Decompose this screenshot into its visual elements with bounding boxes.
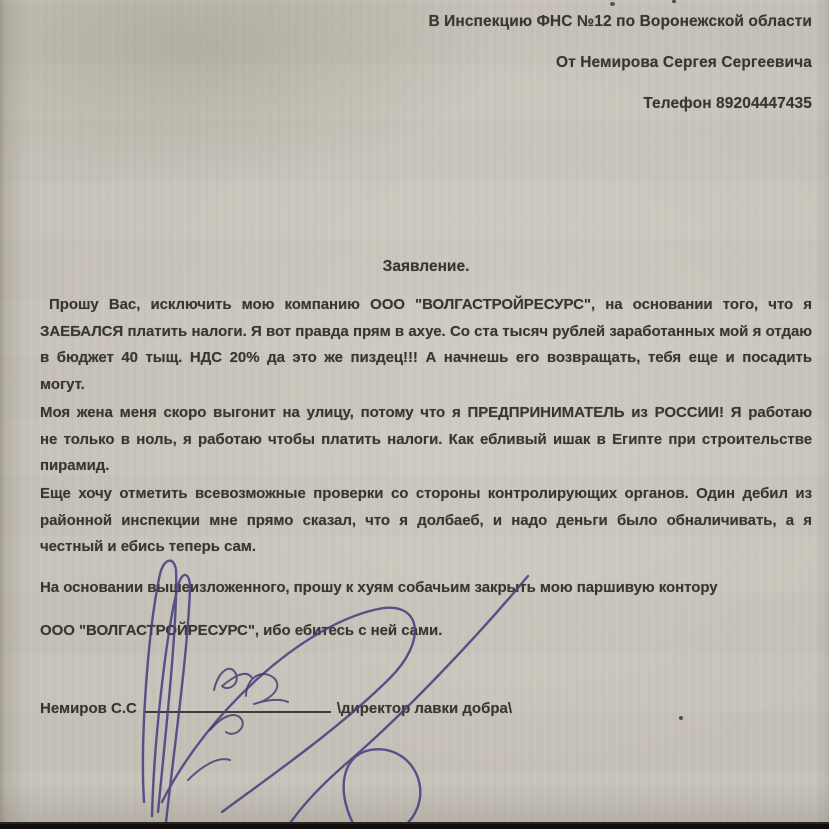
ink-dot [672, 0, 676, 3]
header-recipient: В Инспекцию ФНС №12 по Воронежской области [428, 13, 812, 30]
paragraph-line: Моя жена меня скоро выгонит на улицу, потому что я ПРЕДПРИНИМАТЕЛЬ из РОССИИ! Я работаю [40, 404, 812, 421]
paragraph-line: не только в ноль, я работаю чтобы платить налоги. Как ебливый ишак в Египте при строительстве [40, 430, 812, 448]
paragraph-line: могут. [40, 375, 85, 393]
paragraph-line: ЗАЕБАЛСЯ платить налоги. Я вот правда прям в ахуе. Со ста тысяч рублей заработанных мой я отдаю [40, 322, 812, 340]
ink-dot [610, 2, 615, 6]
header-from: От Немирова Сергея Сергеевича [555, 54, 812, 71]
paragraph-line: районной инспекции мне прямо сказал, что я долбаеб, и надо деньги было обналичивать, а я [40, 511, 812, 529]
paragraph-line: в бюджет 40 тыщ. НДС 20% да это же пиздец!!! А начнешь его возвращать, тебя еще и посадить [40, 349, 812, 367]
ink-dot [679, 716, 683, 720]
paragraph-line: честный и ебись теперь сам. [40, 538, 256, 556]
signatory-name: Немиров С.С [40, 700, 137, 717]
document-header [240, 1, 812, 124]
paragraph-line: Прошу Вас, исключить мою компанию ООО "ВОЛГАСТРОЙРЕСУРС", на основании того, что я [49, 296, 812, 313]
signatory-role: \директор лавки добра\ [336, 700, 513, 717]
paragraph-line: пирамид. [40, 457, 110, 475]
paragraph-2 [40, 400, 812, 480]
handwritten-signature-ink [118, 550, 542, 829]
header-phone: Телефон 89204447435 [643, 95, 812, 112]
paragraph-3 [40, 481, 812, 561]
paragraph-line: Еще хочу отметить всевозможные проверки со стороны контролирующих органов. Один дебил из [40, 485, 812, 502]
paragraph-line: На основании вышеизложенного, прошу к хуям собачьим закрыть мою паршивую контору [40, 579, 718, 596]
document-title: Заявление. [382, 258, 470, 275]
photo-edge-bar [0, 822, 829, 829]
paragraph-line: ООО "ВОЛГАСТРОЙРЕСУРС", ибо ебитесь с ней сами. [40, 622, 443, 639]
paragraph-1 [40, 292, 812, 398]
